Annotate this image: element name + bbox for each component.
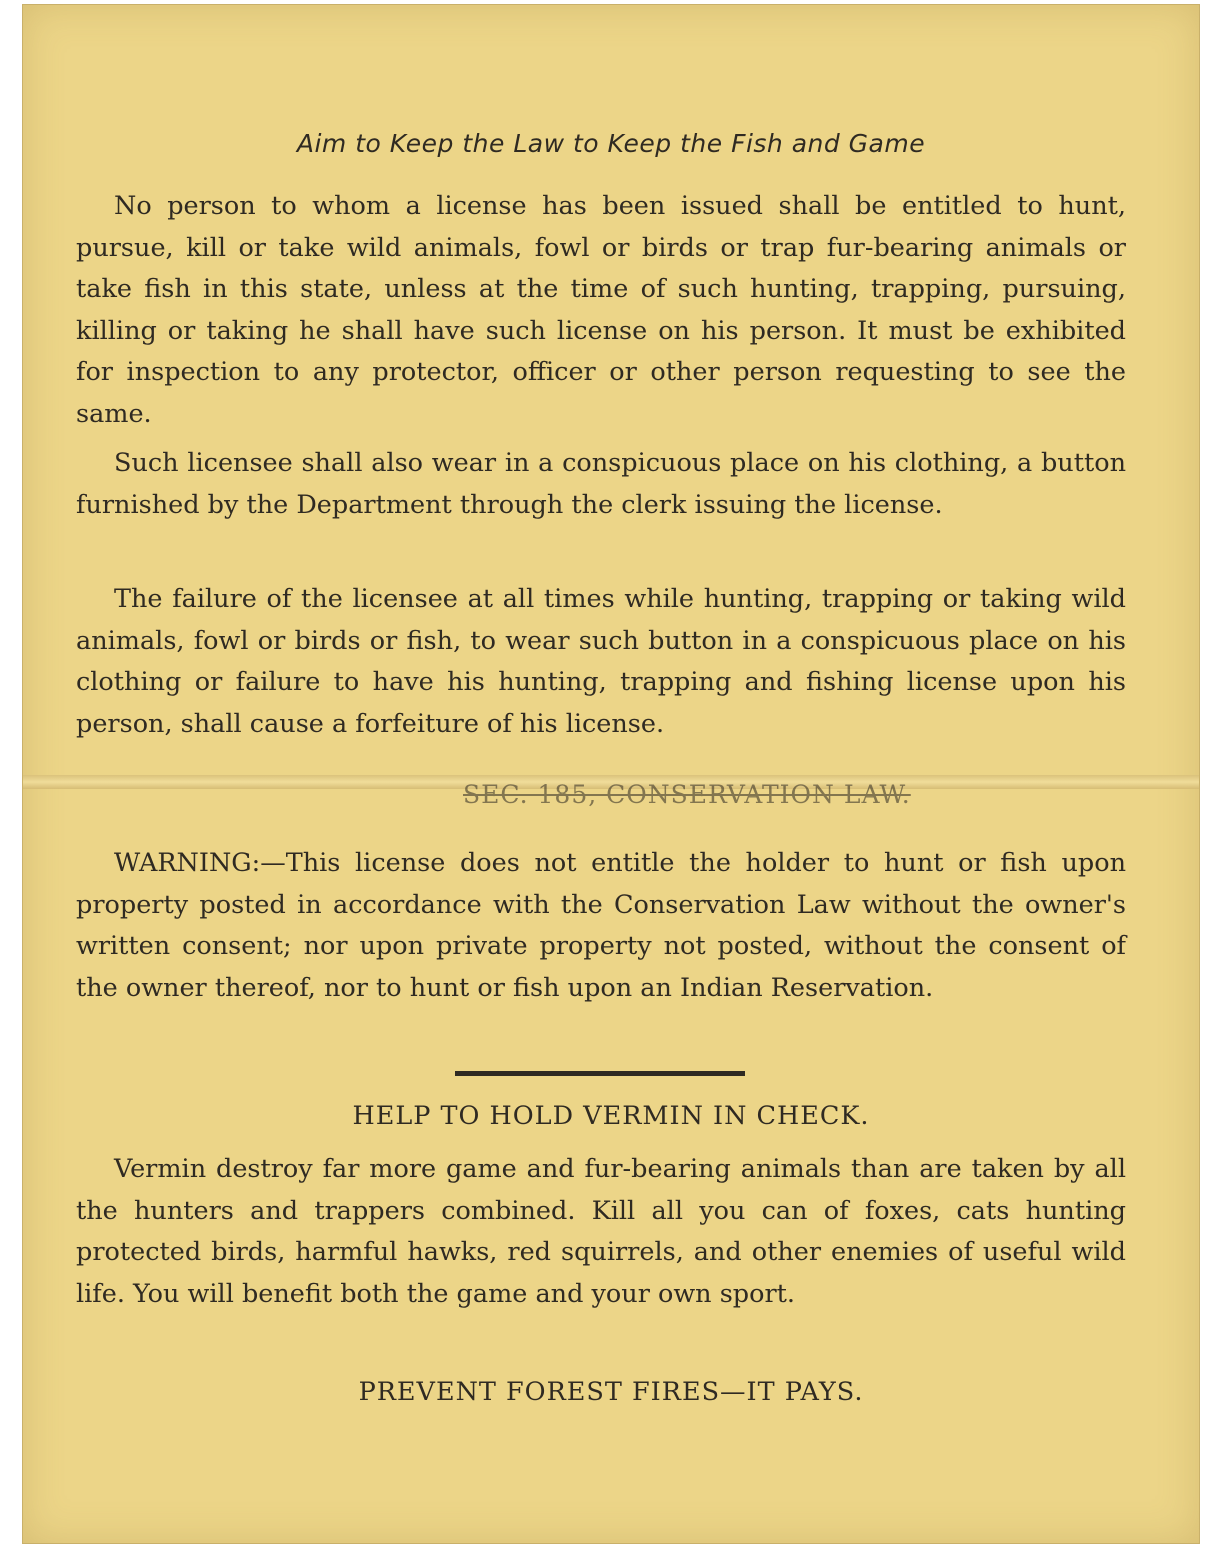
vermin-paragraph: Vermin destroy far more game and fur-bearing animals than are taken by all the hunters and trappers combined. Kill all you can of foxes, cats hunting protected birds, harmful hawks, red squirrels, and other enemies of useful wild life. You will benefit both the game and your own sport. (76, 1154, 1126, 1309)
vermin-heading: HELP TO HOLD VERMIN IN CHECK. (352, 1101, 870, 1131)
forfeiture-paragraph: The failure of the licensee at all times while hunting, trapping or taking wild animals, fowl or birds or fish, to wear such button in a conspicuous place on his clothing or failure to have his hunting, trapping and fishing license upon his person, shall cause a forfeiture of his license. (76, 584, 1126, 739)
divider-rule (455, 1071, 745, 1076)
license-card-back (22, 4, 1200, 1544)
license-requirement-paragraph: No person to whom a license has been issued shall be entitled to hunt, pursue, kill or take wild animals, fowl or birds or trap fur-bearing animals or take fish in this state, unless at the time of such hunting, trapping, pursuing, killing or taking he shall have such license on his person. It must be exhibited for inspection to any protector, officer or other person requesting to see the same. (76, 191, 1126, 429)
section-reference: SEC. 185, CONSERVATION LAW. (463, 780, 911, 809)
forest-fire-slogan: PREVENT FOREST FIRES—IT PAYS. (358, 1377, 864, 1407)
warning-paragraph: WARNING:—This license does not entitle the holder to hunt or fish upon property posted in accordance with the Conservation Law without the owner's written consent; nor upon private property not posted, without the consent of the owner thereof, nor to hunt or fish upon an Indian Reservation. (76, 848, 1126, 1003)
button-requirement-paragraph: Such licensee shall also wear in a conspicuous place on his clothing, a button furnished by the Department through the clerk issuing the license. (76, 448, 1126, 520)
motto-heading: Aim to Keep the Law to Keep the Fish and Game (296, 129, 926, 158)
